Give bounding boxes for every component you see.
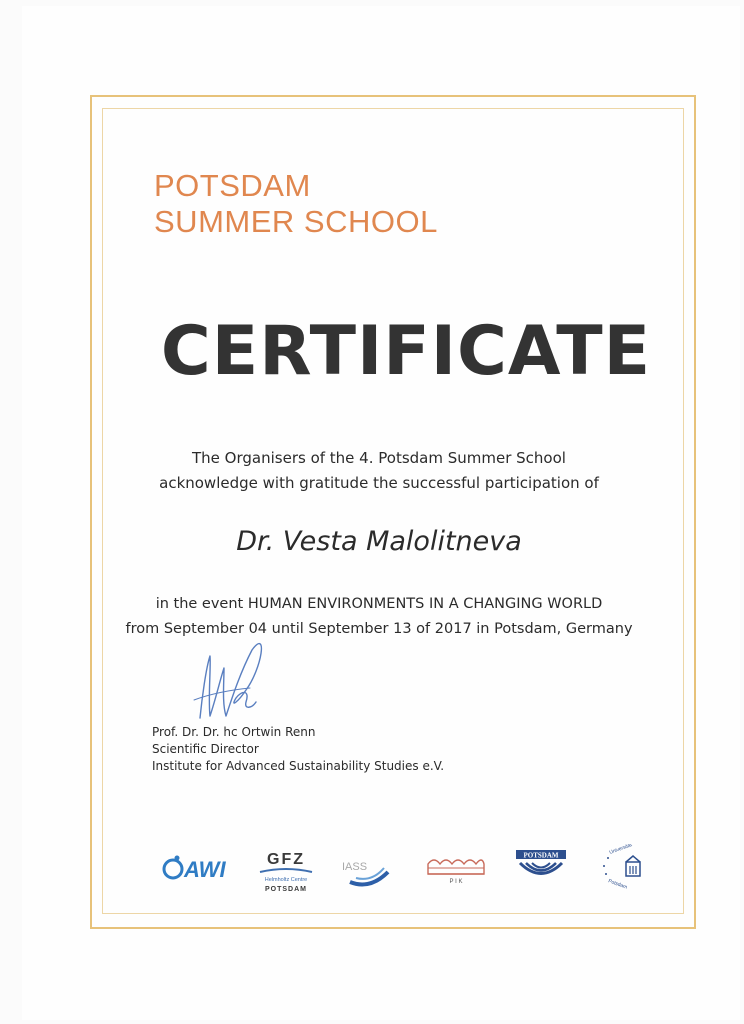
awi-mark <box>160 852 230 886</box>
gfz-mark <box>256 848 316 894</box>
gfz-logo <box>256 848 316 899</box>
signatory-role: Scientific Director <box>152 742 259 756</box>
intro-line1: The Organisers of the 4. Potsdam Summer School <box>192 449 566 467</box>
gfz-city-text: POTSDAM <box>265 886 307 893</box>
event-line2: from September 04 until September 13 of 2017 in Potsdam, Germany <box>125 621 633 637</box>
iass-logo <box>338 850 398 895</box>
potsdam-mark <box>514 848 568 884</box>
university-logo <box>594 844 646 899</box>
certificate-title: CERTIFICATE <box>160 312 652 391</box>
event-line1: in the event HUMAN ENVIRONMENTS IN A CHANGING WORLD <box>155 596 603 612</box>
signature-image <box>180 628 280 728</box>
pik-logo <box>424 852 488 891</box>
university-mark <box>594 844 646 894</box>
gfz-subtext: Helmholtz Centre <box>264 877 308 883</box>
awi-logo <box>160 852 230 891</box>
school-name <box>154 168 438 240</box>
university-text-line2: Potsdam <box>607 878 628 891</box>
iass-mark <box>338 850 398 890</box>
potsdam-text: POTSDAM <box>523 851 559 860</box>
university-text-line1: Universität <box>608 844 633 856</box>
school-name-line2: SUMMER SCHOOL <box>154 204 438 239</box>
gfz-text: GFZ <box>267 851 305 868</box>
school-name-line1: POTSDAM <box>154 168 311 203</box>
intro-line2: acknowledge with gratitude the successful participation of <box>159 474 599 492</box>
signatory-block <box>152 724 444 775</box>
recipient-name: Dr. Vesta Malolitneva <box>236 526 522 557</box>
potsdam-logo <box>514 848 568 889</box>
pik-text: P I K <box>449 879 463 885</box>
partner-logos <box>152 842 642 902</box>
signatory-name: Prof. Dr. Dr. hc Ortwin Renn <box>152 725 316 739</box>
intro-text <box>150 446 608 496</box>
pik-mark <box>424 852 488 886</box>
signatory-institution: Institute for Advanced Sustainability Studies e.V. <box>152 759 445 773</box>
iass-text: IASS <box>342 861 368 873</box>
awi-text: AWI <box>184 857 226 882</box>
